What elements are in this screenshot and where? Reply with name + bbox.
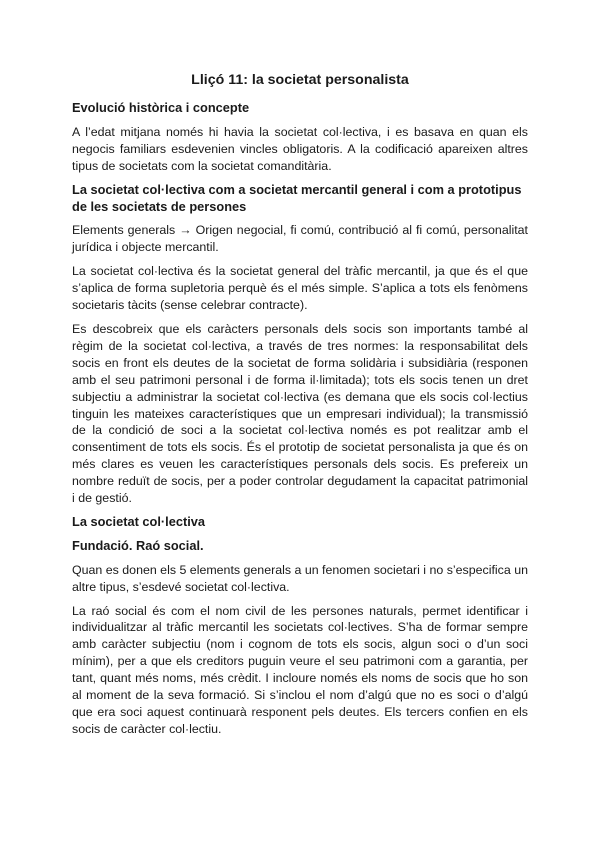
page-title: Lliçó 11: la societat personalista (191, 72, 409, 88)
section-heading-evolucio: Evolució històrica i concepte (72, 100, 250, 115)
paragraph-evolucio: A l’edat mitjana només hi havia la societat col·lectiva, i es basava en quan els negocis familiars esdevenien vincles obligatoris. A la codificació apareixen altres tipus de societats com la societat comanditària. (72, 124, 528, 173)
paragraph-societat-general: La societat col·lectiva és la societat general del tràfic mercantil, ja que és el que s’aplica de forma supletoria perquè és el més simple. S’aplica a tots els fenòmens societaris tàcits (sense celebrar contracte). (72, 264, 528, 313)
paragraph-caracters-personals: Es descobreix que els caràcters personals dels socis son importants també al règim de la societat col·lectiva, a través de tres normes: la responsabilitat dels socis en front els deutes de la societat de forma solidària i subsidiària (responen amb el seu patrimoni personal i de forma il·limitada); tots els socis tenen un dret subjectiu a administrar la societat col·lectiva (es demana que els socis col·lectius tinguin les mateixes característiques que un empresari individual); la transmissió de la condició de soci a la societat col·lectiva només es pot realitzar amb el consentiment de tots els socis. És el prototip de societat personalista ja que és on més clares es veuen les característiques personals dels socis. Es prefereix un nombre reduït de socis, per a poder controlar degudament la capacitat patrimonial i de gestió. (72, 321, 528, 506)
paragraph-fundacio: Quan es donen els 5 elements generals a un fenomen societari i no s’especifica un altre tipus, s’esdevé societat col·lectiva. (72, 562, 528, 594)
paragraph-elements-generals: Elements generals → Origen negocial, fi comú, contribució al fi comú, personalitat jurídica i objecte mercantil. (72, 223, 528, 255)
paragraph-rao-social: La raó social és com el nom civil de les persones naturals, permet identificar i individualitzar al tràfic mercantil les societats col·lectives. S’ha de formar sempre amb caràcter subjectiu (nom i cognom de tots els socis, algun soci o d’un soci mínim), per a que els creditors puguin veure el seu patrimoni com a garantia, per tant, quant més noms, més crèdit. I incloure només els noms de socis que ho son al moment de la seva formació. Si s’inclou el nom d’algú que no es soci o d’algú que era soci aquest continuarà responent pels deutes. Els tercers confien en els socis de caràcter col·lectiu. (72, 603, 528, 736)
section-heading-societat-mercantil: La societat col·lectiva com a societat mercantil general i com a prototipus de les societats de persones (72, 181, 522, 214)
section-heading-fundacio: Fundació. Raó social. (72, 537, 204, 553)
section-heading-societat-collectiva: La societat col·lectiva (72, 513, 205, 529)
